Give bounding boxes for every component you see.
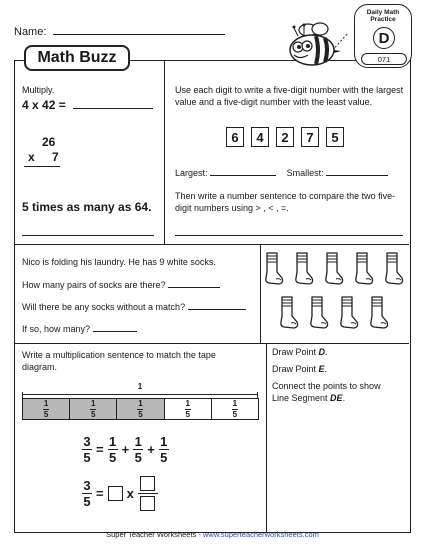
digit-card: 4 (251, 127, 269, 147)
badge-letter: D (373, 27, 395, 49)
connect-points: Connect the points to show (272, 381, 381, 391)
fraction: $\frac{1}{5}$ (108, 433, 117, 465)
badge-title: Daily Math Practice (366, 9, 400, 23)
fraction: $\frac{3}{5}$ (83, 433, 91, 465)
answer-blank[interactable] (22, 226, 154, 236)
draw-point-e: Draw Point E. (272, 364, 328, 374)
sock-icon (262, 252, 284, 286)
sock-icon (322, 252, 344, 286)
word-problem: 5 times as many as 64. (22, 200, 152, 214)
answer-box[interactable] (140, 476, 155, 491)
divider (15, 343, 409, 344)
tape-diagram (22, 398, 258, 420)
daily-practice-badge (354, 4, 412, 68)
vertical-bottom-number: 7 (52, 150, 59, 164)
tape-instruction: Write a multiplication sentence to match the tape diagram. (22, 350, 216, 372)
page-title: Math Buzz (24, 45, 130, 71)
answer-box[interactable] (108, 486, 123, 501)
tape-whole-label: 1 (137, 382, 143, 391)
answer-box[interactable] (140, 496, 155, 511)
compare-instruction: Then write a number sentence to compare the two five-digit numbers using > , < , =. (175, 191, 396, 213)
vertical-answer-line (24, 166, 60, 167)
vertical-top-number: 26 (42, 135, 56, 149)
sock-icon (367, 296, 389, 330)
sock-icon (277, 296, 299, 330)
divider (15, 244, 409, 245)
sock-icon (382, 252, 404, 286)
answer-blank[interactable] (73, 99, 153, 109)
bee-icon (278, 20, 348, 72)
addition-equation (82, 432, 169, 466)
tape-cell: 1 5 (116, 398, 164, 420)
plus-sign: + (147, 441, 155, 457)
sock-icon (337, 296, 359, 330)
tape-cell: 1 5 (164, 398, 212, 420)
sock-icon (307, 296, 329, 330)
fraction: $\frac{1}{5}$ (134, 433, 142, 465)
equals-sign: = (96, 441, 104, 457)
divider (260, 244, 261, 343)
place-value-instruction: Use each digit to write a five-digit number with the largest value and a five-digit number with the least value. (175, 85, 404, 107)
footer-site-name: Super Teacher Worksheets - (106, 530, 203, 539)
digit-card: 7 (301, 127, 319, 147)
fraction-answer-boxes (138, 476, 158, 511)
name-field[interactable] (53, 24, 225, 35)
tape-cell: 1 5 (69, 398, 117, 420)
draw-point-d: Draw Point D. (272, 347, 328, 357)
socks-illustration (262, 250, 412, 340)
answer-blank[interactable] (168, 278, 220, 288)
fraction: $\frac{1}{5}$ (160, 433, 168, 465)
times-sign: x (126, 485, 134, 501)
multiply-problem: 4 x 42 = (22, 98, 153, 112)
socks-question-2: Will there be any socks without a match? (22, 300, 246, 313)
multiply-instruction: Multiply. (22, 85, 55, 95)
footer (0, 530, 425, 539)
footer-url[interactable]: www.superteacherworksheets.com (202, 530, 319, 539)
socks-question-3: If so, how many? (22, 322, 137, 335)
name-label: Name: (14, 26, 47, 38)
fraction: $\frac{3}{5}$ (83, 477, 91, 509)
name-row (14, 24, 225, 38)
digit-card: 2 (276, 127, 294, 147)
answer-blank[interactable] (188, 300, 246, 310)
sock-icon (292, 252, 314, 286)
divider (164, 61, 165, 244)
drawing-area[interactable] (268, 408, 408, 528)
sock-icon (352, 252, 374, 286)
digit-card: 6 (226, 127, 244, 147)
largest-row: Largest: Smallest: (175, 166, 388, 179)
tape-cell: 1 5 (22, 398, 70, 420)
compare-blank[interactable] (175, 226, 403, 236)
equals-sign: = (96, 485, 104, 501)
largest-blank[interactable] (210, 166, 276, 176)
divider (266, 343, 267, 532)
digit-cards (226, 127, 356, 149)
multiplication-equation (82, 474, 158, 512)
line-segment-instruction: Line Segment DE. (272, 393, 346, 403)
plus-sign: + (121, 441, 130, 457)
socks-question-1: How many pairs of socks are there? (22, 278, 220, 291)
times-sign: x (28, 150, 35, 164)
socks-intro: Nico is folding his laundry. He has 9 white socks. (22, 257, 216, 267)
smallest-blank[interactable] (326, 166, 388, 176)
vertical-bottom-row (28, 150, 59, 164)
digit-card: 5 (326, 127, 344, 147)
answer-blank[interactable] (93, 322, 137, 332)
tape-cell: 1 5 (211, 398, 259, 420)
badge-number: 071 (361, 53, 407, 65)
